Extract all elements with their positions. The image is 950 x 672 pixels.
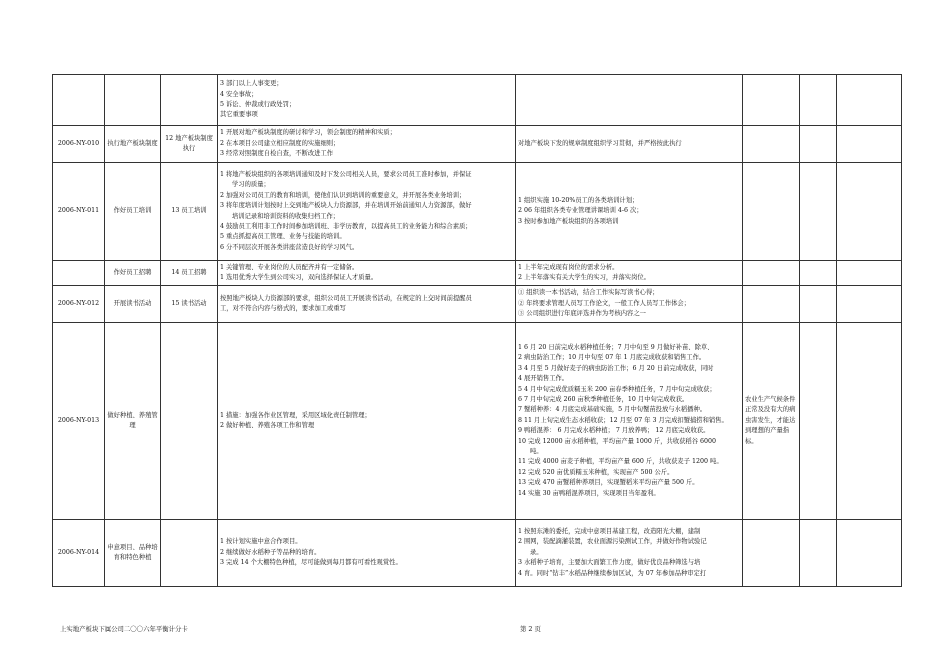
note-cell: 农业生产气候条件正常及没有大的病虫害发生，才能达到理想的产量指标。 bbox=[743, 323, 800, 520]
measure-line: 2 做好种植、养殖各项工作和管理 bbox=[220, 422, 315, 429]
target-line: 3 4 月至 5 月做好麦子的病虫防治工作；6 月 20 日前完成收获，同时 bbox=[518, 364, 714, 372]
project-item bbox=[161, 75, 218, 126]
measures-cell bbox=[218, 126, 516, 163]
targets-cell bbox=[516, 261, 743, 286]
project-name bbox=[105, 75, 161, 126]
measure-line: 2 在本项目公司建立相应制度的实施细则； bbox=[220, 139, 340, 147]
measures-cell bbox=[218, 286, 516, 323]
task-code: 2006-NY-012 bbox=[53, 286, 105, 323]
task-code: 2006-NY-014 bbox=[53, 520, 105, 587]
target-line: 11 完成 4000 亩麦子种植，平均亩产量 600 斤，共收获麦子 1200 吨。 bbox=[518, 458, 723, 466]
project-name: 开展读书活动 bbox=[105, 286, 161, 323]
target-line: 6 7 月中旬完成 260 亩秋季种植任务，10 月中旬完成收获。 bbox=[518, 395, 689, 403]
table-row bbox=[53, 75, 902, 126]
target-line: 1 6 月 20 日前完成水稻种植任务；7 月中旬至 9 月做好补苗、除草、 bbox=[518, 343, 714, 351]
measure-line: 工，对不符合内容与格式的，要求加工或重写 bbox=[220, 305, 346, 312]
measures-cell bbox=[218, 520, 516, 587]
target-line: 2 病虫防治工作；10 月中旬至 07 年 1 月底完成收获和销售工作。 bbox=[518, 354, 706, 362]
task-code bbox=[53, 261, 105, 286]
targets-cell bbox=[516, 286, 743, 323]
empty-cell bbox=[837, 261, 902, 286]
targets-cell bbox=[516, 163, 743, 261]
empty-cell bbox=[800, 75, 837, 126]
table-row bbox=[53, 520, 902, 587]
target-line: 1 组织实施 10-20%员工的各类培训计划； bbox=[518, 196, 639, 204]
empty-cell bbox=[800, 286, 837, 323]
project-item: 14 员工招聘 bbox=[161, 261, 218, 286]
project-item bbox=[161, 520, 218, 587]
project-item: 12 地产板块制度执行 bbox=[161, 126, 218, 163]
project-name: 执行地产板块制度 bbox=[105, 126, 161, 163]
task-code: 2006-NY-013 bbox=[53, 323, 105, 520]
measures-cell bbox=[218, 261, 516, 286]
target-line: 1 按照东滩的委托，完成中意项目基建工程，改造阳光大棚，建制 bbox=[518, 527, 701, 535]
target-line: 13 完成 470 亩蟹稻种养项目，实现蟹稻米平均亩产量 500 斤。 bbox=[518, 479, 699, 487]
measure-line: 1 按计划实施中意合作项目。 bbox=[220, 538, 302, 546]
measure-line: 3 将年度培训计划按时上交到地产板块人力资源部，并在培训开始前通知人力资源部，做好 bbox=[220, 202, 472, 210]
note-cell bbox=[743, 286, 800, 323]
note-cell bbox=[743, 261, 800, 286]
table-row bbox=[53, 163, 902, 261]
targets-cell bbox=[516, 126, 743, 163]
target-line: 2 上半年落实有关大学生的实习，并落实岗位。 bbox=[518, 274, 650, 281]
measure-line: 其它重要事项 bbox=[220, 111, 258, 119]
note-cell bbox=[743, 126, 800, 163]
measure-line: 3 部门以上人事变更； bbox=[220, 80, 283, 88]
targets-cell bbox=[516, 520, 743, 587]
project-item bbox=[161, 323, 218, 520]
target-line: 14 实施 30 亩鸭稻混养项目，实现项目当年盈利。 bbox=[518, 489, 660, 497]
task-code bbox=[53, 75, 105, 126]
measure-line: 2 继续做好水稻种子等品种的培育。 bbox=[220, 548, 321, 556]
empty-cell bbox=[800, 323, 837, 520]
project-name: 作好员工培训 bbox=[105, 163, 161, 261]
task-code: 2006-NY-010 bbox=[53, 126, 105, 163]
empty-cell bbox=[800, 163, 837, 261]
empty-cell bbox=[800, 261, 837, 286]
measure-line: 4 鼓励员工利用非工作时间参加培训班、非学历教育，以提高员工的业务能力和综合素质； bbox=[220, 222, 472, 230]
project-name: 作好员工招聘 bbox=[105, 261, 161, 286]
table-row bbox=[53, 261, 902, 286]
table-row bbox=[53, 126, 902, 163]
measure-line: 4 安全事故； bbox=[220, 90, 258, 98]
table-row bbox=[53, 286, 902, 323]
target-line: 3 按时参加地产板块组织的各项培训 bbox=[518, 217, 619, 225]
task-code: 2006-NY-011 bbox=[53, 163, 105, 261]
target-line: 2 06 年组织各类专业管理讲课培训 4-6 次； bbox=[518, 207, 643, 215]
target-line: 4 育。同时“钻丰”水稻品种继续参加区试，为 07 年参加品种审定打 bbox=[518, 569, 707, 577]
balanced-scorecard-table bbox=[52, 74, 902, 587]
measure-line: 2 加强对公司员工的教育和培训，使他们认识到培训的重要意义，并开展各类业务培训； bbox=[220, 191, 466, 199]
measure-line: 培训记录和培训资料的收集归档工作； bbox=[232, 212, 340, 220]
measure-line: 6 分不同层次开展各类讲座营造良好的学习风气。 bbox=[220, 243, 359, 251]
targets-cell bbox=[516, 75, 743, 126]
empty-cell bbox=[837, 75, 902, 126]
measures-cell bbox=[218, 323, 516, 520]
project-item: 15 读书活动 bbox=[161, 286, 218, 323]
target-line: 录。 bbox=[530, 548, 543, 556]
measure-line: 1 选用优秀大学生到公司实习，双向选择保证人才质量。 bbox=[220, 274, 378, 281]
page-number: 第 2 页 bbox=[520, 625, 541, 633]
project-name: 做好种植、养殖管理 bbox=[105, 323, 161, 520]
empty-cell bbox=[837, 286, 902, 323]
target-line: 9 鸭稻混养： 6 月完成水稻种植； 7 月放养鸭； 12 月底完成收获。 bbox=[518, 427, 710, 435]
note-cell bbox=[743, 75, 800, 126]
target-line: 吨。 bbox=[530, 448, 543, 456]
measure-line: 按照地产板块人力资源部的要求，组织公司员工开展读书活动，在规定的上交时间前提醒员 bbox=[220, 294, 472, 302]
target-line: 5 4 月中旬完成优质糯玉米 200 亩春季种植任务，7 月中旬完成收获； bbox=[518, 385, 716, 393]
target-line: 12 完成 520 亩优质糯玉米种植，实现亩产 500 公斤。 bbox=[518, 468, 674, 476]
measure-line: 1 措施：加强各作业区管理，采用区域化责任制管理； bbox=[220, 411, 371, 419]
measure-line: 3 完成 14 个大棚特色种植，尽可能做到每月都有可看性观赏性。 bbox=[220, 559, 402, 567]
measure-line: 学习的质量； bbox=[232, 181, 270, 189]
measure-line: 3 经常对照制度自检自查，不断改进工作 bbox=[220, 150, 334, 158]
target-line: 对地产板块下发的规章制度组织学习贯彻，并严格按此执行 bbox=[518, 139, 682, 147]
table-row bbox=[53, 323, 902, 520]
footer-title: 上实地产板块下属公司二〇〇六年平衡计分卡 bbox=[60, 625, 188, 633]
measure-line: 5 重点抓提高员工管理、业务与技能的培训。 bbox=[220, 233, 346, 241]
targets-cell bbox=[516, 323, 743, 520]
measure-line: 5 诉讼、仲裁或行政处罚； bbox=[220, 101, 296, 108]
target-line: 3 水稻种子培育，主要加大面繁工作力度，做好优良品种筛选与培 bbox=[518, 559, 701, 567]
target-line: 7 蟹稻种养：4 月底完成基础实施，5 月中旬蟹苗投放与水稻播种。 bbox=[518, 406, 707, 414]
target-line: 4 展开销售工作。 bbox=[518, 375, 569, 383]
empty-cell bbox=[800, 126, 837, 163]
target-line: ③ 公司组织进行年底评选并作为考核内容之一 bbox=[518, 310, 646, 318]
empty-cell bbox=[837, 520, 902, 587]
empty-cell bbox=[837, 163, 902, 261]
measure-line: 1 关键管理、专业岗位的人员配齐并有一定储备。 bbox=[220, 263, 359, 271]
target-line: 1 上半年完成现有岗位的需求分析。 bbox=[518, 263, 619, 271]
measure-line: 1 开展对地产板块制度的研讨和学习，领会制度的精神和实质； bbox=[220, 129, 397, 137]
target-line: ② 年终要求管理人员写工作论文，一般工作人员写工作体会； bbox=[518, 299, 691, 307]
note-cell bbox=[743, 520, 800, 587]
empty-cell bbox=[800, 520, 837, 587]
measure-line: 1 将地产板块组织的各项培训通知及时下发公司相关人员，要求公司员工准时参加，并保证 bbox=[220, 170, 472, 178]
project-name: 申意项目、品种培育和特色种植 bbox=[105, 520, 161, 587]
empty-cell bbox=[837, 126, 902, 163]
target-line: 8 11 月上旬完成生态水稻收获；12 月至 07 年 3 月完成扣蟹捕捞和销售。 bbox=[518, 416, 728, 424]
target-line: 10 完成 12000 亩水稻种植，平均亩产量 1000 斤，共收获稻谷 6000 bbox=[518, 437, 717, 445]
target-line: 2 围网，装配滴灌装置，农业面源污染测试工作，并做好作物试验记 bbox=[518, 538, 707, 546]
measures-cell bbox=[218, 75, 516, 126]
measures-cell bbox=[218, 163, 516, 261]
target-line: ① 组织读一本书活动，结合工作实际写读书心得； bbox=[518, 289, 659, 297]
project-item: 13 员工培训 bbox=[161, 163, 218, 261]
note-cell bbox=[743, 163, 800, 261]
empty-cell bbox=[837, 323, 902, 520]
